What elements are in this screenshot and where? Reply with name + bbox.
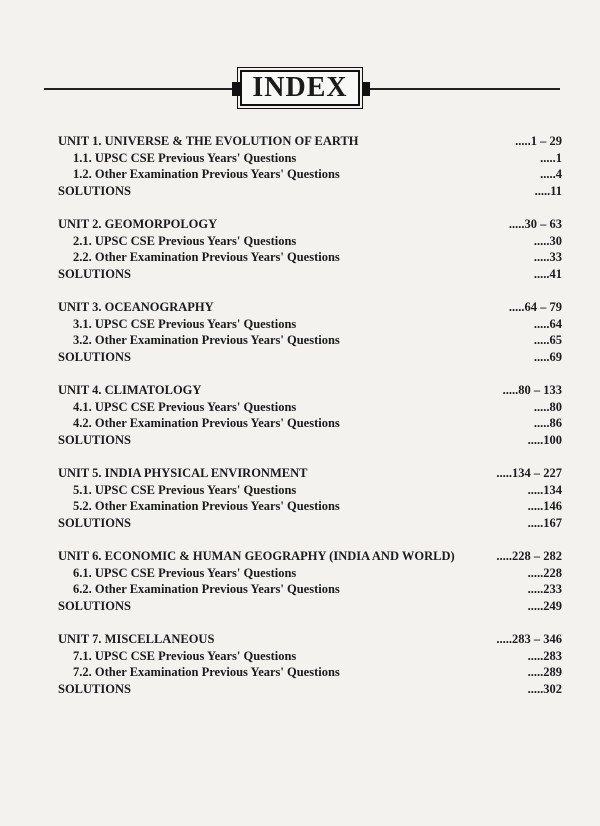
subsection-row[interactable] bbox=[58, 166, 562, 183]
subsection-page: .....146 bbox=[527, 499, 562, 513]
unit-page-range: .....283 – 346 bbox=[496, 632, 562, 646]
unit-title-row[interactable] bbox=[58, 216, 562, 233]
subsection-label: 3.1. UPSC CSE Previous Years' Questions bbox=[73, 316, 297, 331]
subsection-row[interactable] bbox=[58, 316, 562, 333]
solutions-page: .....167 bbox=[527, 515, 562, 530]
header-rule-left bbox=[44, 88, 232, 90]
subsection-label: 3.2. Other Examination Previous Years' Questions bbox=[73, 333, 340, 347]
subsection-row[interactable] bbox=[58, 482, 562, 499]
header-rule-right bbox=[370, 88, 560, 90]
subsection-page: .....283 bbox=[527, 648, 562, 663]
unit-title: UNIT 6. ECONOMIC & HUMAN GEOGRAPHY (INDIA AND WORLD) bbox=[58, 549, 455, 563]
solutions-label: SOLUTIONS bbox=[58, 183, 131, 198]
unit-title-row[interactable] bbox=[58, 299, 562, 316]
subsection-label: 4.2. Other Examination Previous Years' Questions bbox=[73, 416, 340, 430]
unit-section bbox=[58, 631, 562, 697]
subsection-row[interactable] bbox=[58, 399, 562, 416]
subsection-page: .....4 bbox=[540, 167, 562, 181]
subsection-row[interactable] bbox=[58, 150, 562, 167]
solutions-page: .....100 bbox=[527, 432, 562, 447]
solutions-row[interactable] bbox=[58, 681, 562, 698]
subsection-page: .....86 bbox=[533, 416, 562, 430]
unit-title-row[interactable] bbox=[58, 133, 562, 150]
subsection-row[interactable] bbox=[58, 415, 562, 432]
unit-page-range: .....1 – 29 bbox=[515, 134, 562, 148]
subsection-row[interactable] bbox=[58, 332, 562, 349]
subsection-label: 6.1. UPSC CSE Previous Years' Questions bbox=[73, 565, 297, 580]
unit-section bbox=[58, 382, 562, 448]
unit-section bbox=[58, 548, 562, 614]
subsection-label: 5.1. UPSC CSE Previous Years' Questions bbox=[73, 482, 297, 497]
unit-title: UNIT 5. INDIA PHYSICAL ENVIRONMENT bbox=[58, 466, 308, 480]
subsection-page: .....33 bbox=[533, 250, 562, 264]
unit-title: UNIT 7. MISCELLANEOUS bbox=[58, 632, 215, 646]
subsection-page: .....1 bbox=[540, 150, 562, 165]
solutions-row[interactable] bbox=[58, 183, 562, 200]
subsection-label: 5.2. Other Examination Previous Years' Questions bbox=[73, 499, 340, 513]
solutions-label: SOLUTIONS bbox=[58, 515, 131, 530]
index-heading: INDEX bbox=[240, 70, 360, 106]
solutions-label: SOLUTIONS bbox=[58, 349, 131, 364]
solutions-row[interactable] bbox=[58, 598, 562, 615]
unit-page-range: .....64 – 79 bbox=[508, 300, 562, 314]
solutions-row[interactable] bbox=[58, 349, 562, 366]
subsection-page: .....80 bbox=[533, 399, 562, 414]
solutions-row[interactable] bbox=[58, 266, 562, 283]
subsection-page: .....233 bbox=[527, 582, 562, 596]
subsection-label: 2.1. UPSC CSE Previous Years' Questions bbox=[73, 233, 297, 248]
subsection-row[interactable] bbox=[58, 249, 562, 266]
solutions-label: SOLUTIONS bbox=[58, 432, 131, 447]
unit-title: UNIT 4. CLIMATOLOGY bbox=[58, 383, 202, 397]
subsection-label: 6.2. Other Examination Previous Years' Questions bbox=[73, 582, 340, 596]
unit-section bbox=[58, 465, 562, 531]
subsection-row[interactable] bbox=[58, 581, 562, 598]
subsection-label: 1.1. UPSC CSE Previous Years' Questions bbox=[73, 150, 297, 165]
unit-page-range: .....80 – 133 bbox=[502, 383, 562, 397]
subsection-row[interactable] bbox=[58, 233, 562, 250]
solutions-page: .....302 bbox=[527, 681, 562, 696]
subsection-label: 2.2. Other Examination Previous Years' Questions bbox=[73, 250, 340, 264]
unit-section bbox=[58, 299, 562, 365]
subsection-page: .....30 bbox=[533, 233, 562, 248]
subsection-page: .....289 bbox=[527, 665, 562, 679]
unit-title: UNIT 2. GEOMORPOLOGY bbox=[58, 217, 218, 231]
unit-title-row[interactable] bbox=[58, 631, 562, 648]
unit-section bbox=[58, 133, 562, 199]
solutions-label: SOLUTIONS bbox=[58, 266, 131, 281]
subsection-row[interactable] bbox=[58, 498, 562, 515]
unit-title: UNIT 1. UNIVERSE & THE EVOLUTION OF EARTH bbox=[58, 134, 359, 148]
subsection-page: .....134 bbox=[527, 482, 562, 497]
unit-title-row[interactable] bbox=[58, 465, 562, 482]
solutions-page: .....11 bbox=[534, 183, 562, 198]
solutions-label: SOLUTIONS bbox=[58, 681, 131, 696]
header-tab-right bbox=[362, 82, 370, 96]
subsection-label: 1.2. Other Examination Previous Years' Questions bbox=[73, 167, 340, 181]
subsection-page: .....64 bbox=[533, 316, 562, 331]
subsection-row[interactable] bbox=[58, 565, 562, 582]
unit-title-row[interactable] bbox=[58, 548, 562, 565]
solutions-page: .....249 bbox=[527, 598, 562, 613]
solutions-page: .....41 bbox=[533, 266, 562, 281]
solutions-label: SOLUTIONS bbox=[58, 598, 131, 613]
unit-page-range: .....228 – 282 bbox=[496, 549, 562, 563]
solutions-page: .....69 bbox=[533, 349, 562, 364]
header-tab-left bbox=[232, 82, 240, 96]
subsection-row[interactable] bbox=[58, 664, 562, 681]
unit-title-row[interactable] bbox=[58, 382, 562, 399]
unit-section bbox=[58, 216, 562, 282]
solutions-row[interactable] bbox=[58, 515, 562, 532]
unit-list bbox=[58, 133, 562, 714]
unit-page-range: .....134 – 227 bbox=[496, 466, 562, 480]
subsection-label: 7.1. UPSC CSE Previous Years' Questions bbox=[73, 648, 297, 663]
unit-page-range: .....30 – 63 bbox=[508, 217, 562, 231]
subsection-page: .....228 bbox=[527, 565, 562, 580]
subsection-row[interactable] bbox=[58, 648, 562, 665]
subsection-page: .....65 bbox=[533, 333, 562, 347]
solutions-row[interactable] bbox=[58, 432, 562, 449]
index-header bbox=[44, 70, 560, 108]
unit-title: UNIT 3. OCEANOGRAPHY bbox=[58, 300, 214, 314]
subsection-label: 7.2. Other Examination Previous Years' Questions bbox=[73, 665, 340, 679]
subsection-label: 4.1. UPSC CSE Previous Years' Questions bbox=[73, 399, 297, 414]
